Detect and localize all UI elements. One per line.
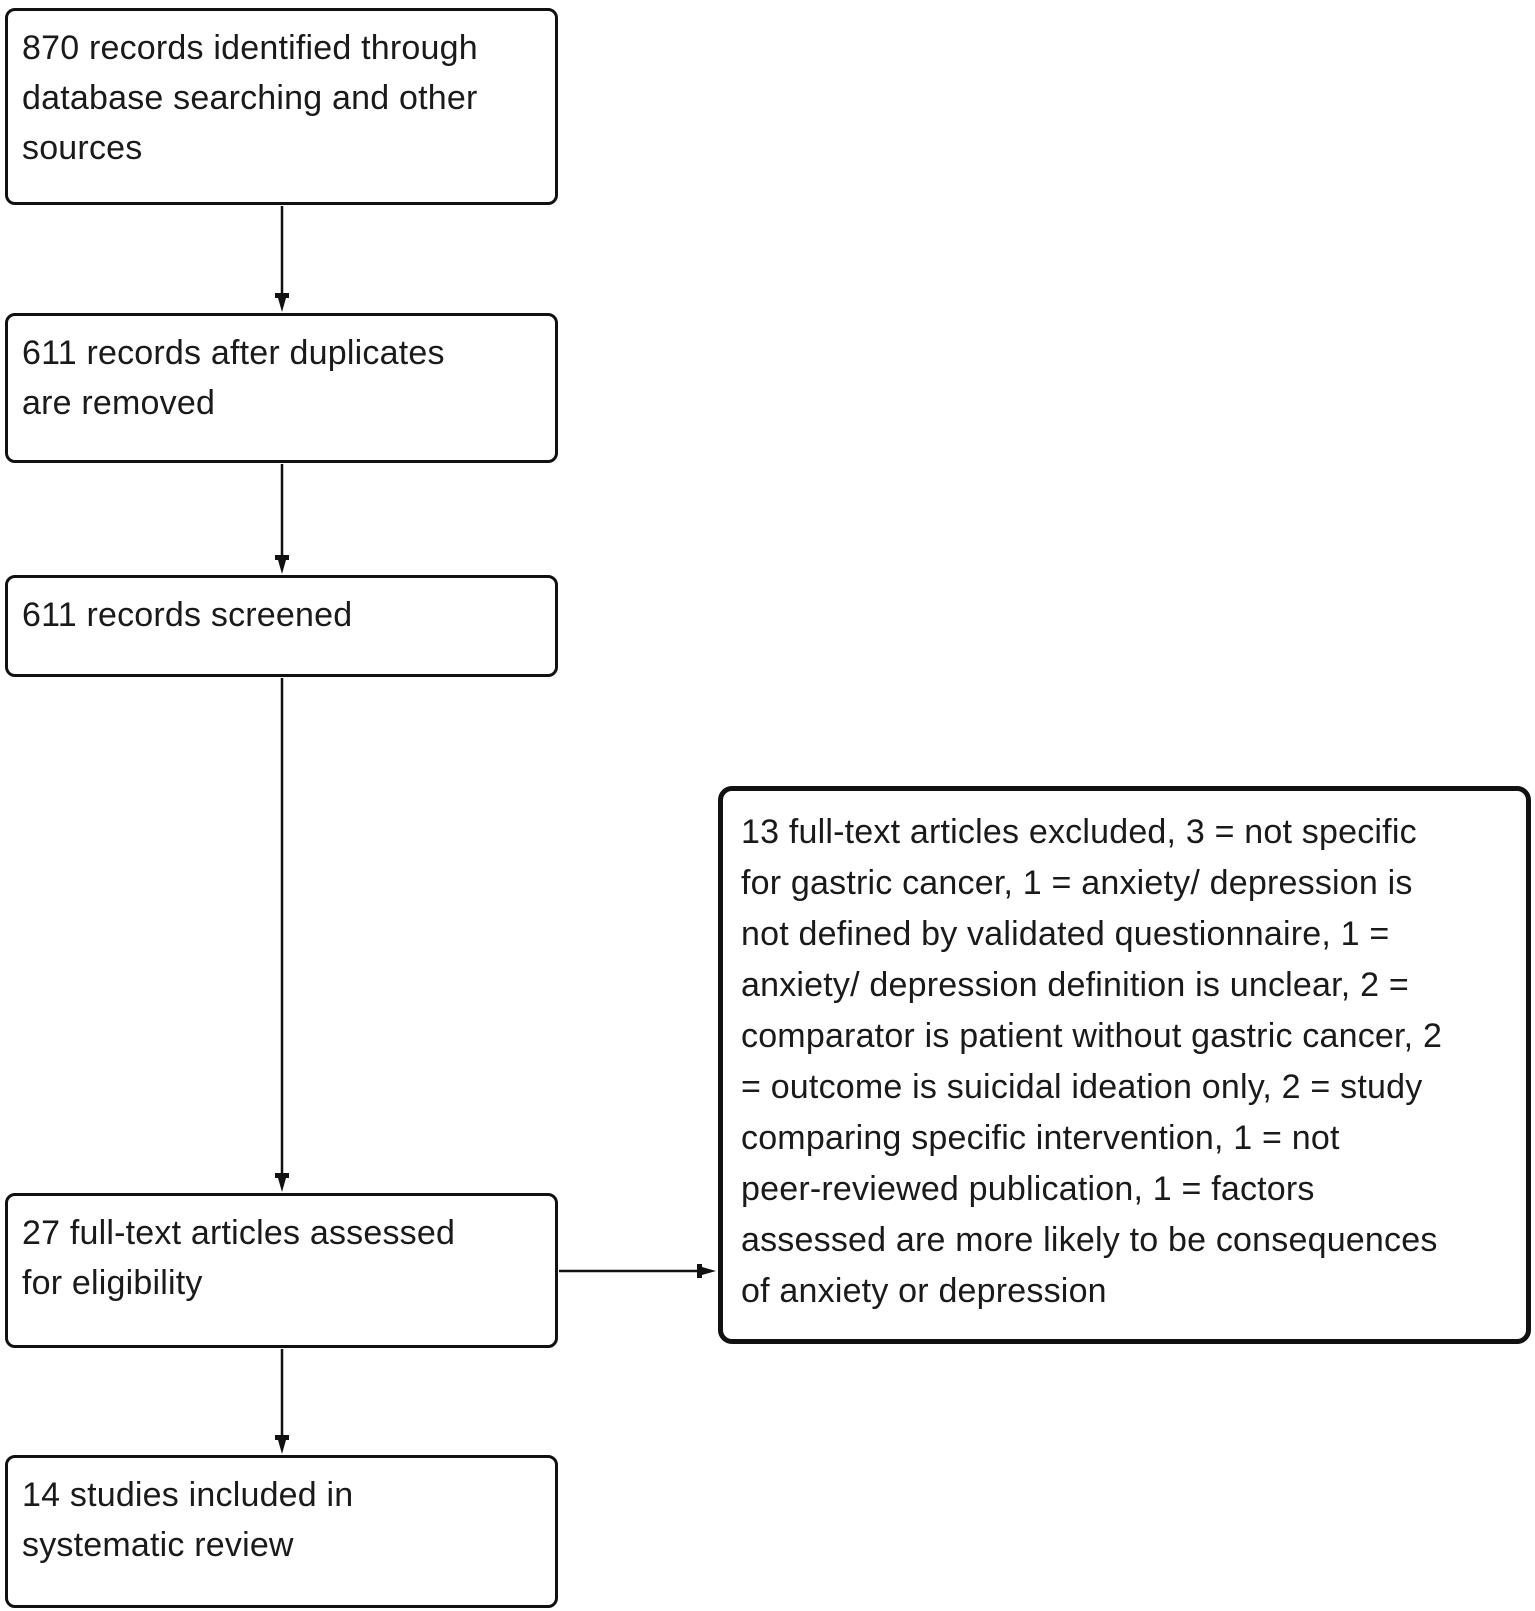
node-fulltext-articles-excluded (718, 786, 1531, 1344)
node-text-line: 13 full-text articles excluded, 3 = not specific (741, 813, 1417, 851)
node-text-line: database searching and other (22, 79, 478, 117)
node-records-identified (5, 8, 558, 205)
node-text-line: are removed (22, 384, 216, 422)
node-records-after-duplicates-removed (5, 313, 558, 463)
node-text-line: 27 full-text articles assessed (22, 1214, 456, 1252)
node-text-line: 14 studies included in (22, 1476, 354, 1514)
node-studies-included-in-review (5, 1455, 558, 1608)
arrow-deduplicated-to-screened (275, 464, 289, 574)
node-text-line: assessed are more likely to be consequences (741, 1221, 1438, 1259)
node-text-line: 870 records identified through (22, 29, 478, 67)
node-text-line: anxiety/ depression definition is unclear, 2 = (741, 966, 1409, 1004)
node-text-line: sources (22, 129, 143, 167)
node-text-line: for gastric cancer, 1 = anxiety/ depression is (741, 864, 1413, 902)
node-records-screened (5, 575, 558, 677)
arrow-eligibility-to-included (275, 1349, 289, 1454)
node-text-line: for eligibility (22, 1264, 203, 1302)
node-text-line: systematic review (22, 1526, 294, 1564)
node-fulltext-assessed-for-eligibility (5, 1193, 558, 1348)
node-text-line: peer-reviewed publication, 1 = factors (741, 1170, 1315, 1208)
node-text-line: = outcome is suicidal ideation only, 2 = study (741, 1068, 1423, 1106)
node-text-line: comparator is patient without gastric cancer, 2 (741, 1017, 1443, 1055)
node-text-line: of anxiety or depression (741, 1272, 1107, 1310)
node-text-line: 611 records after duplicates (22, 334, 445, 372)
arrow-identified-to-deduplicated (275, 206, 289, 312)
node-text-line: 611 records screened (22, 596, 353, 634)
node-text-line: comparing specific intervention, 1 = not (741, 1119, 1340, 1157)
arrow-eligibility-to-excluded (559, 1264, 716, 1278)
arrow-screened-to-eligibility (275, 678, 289, 1192)
node-text-line: not defined by validated questionnaire, 1 = (741, 915, 1390, 953)
